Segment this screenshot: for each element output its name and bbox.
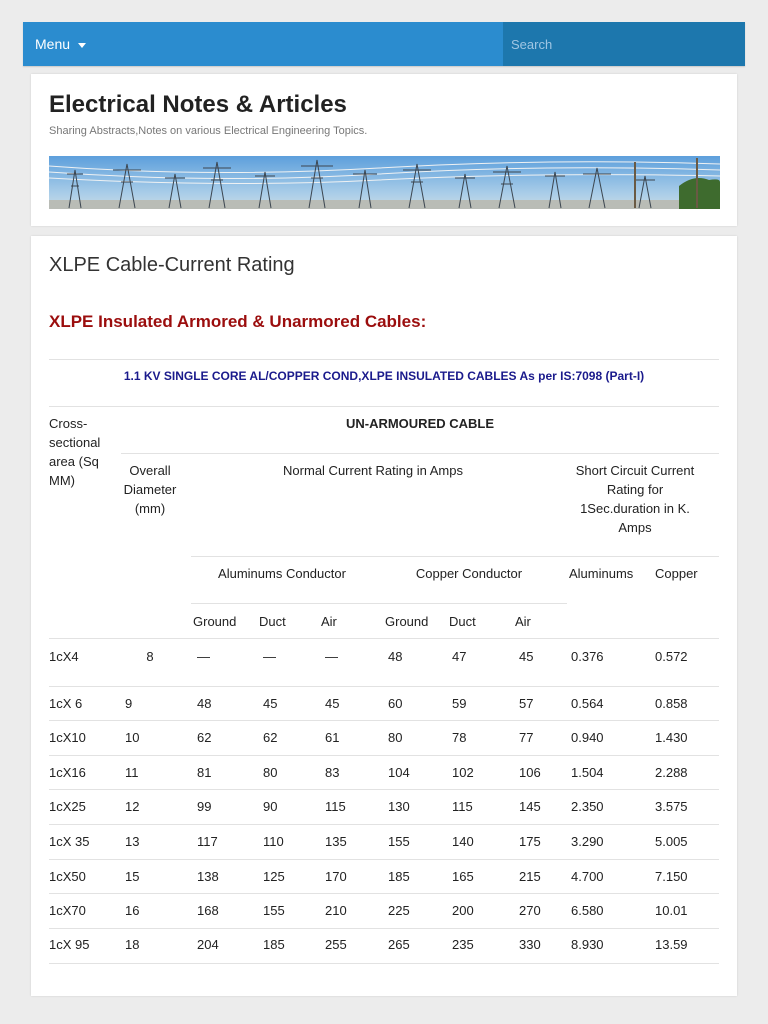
table-cell: 9 <box>125 696 133 711</box>
table-cell: 0.564 <box>571 696 604 711</box>
table-cell: 99 <box>197 799 212 814</box>
top-nav-bar <box>23 22 745 66</box>
table-cell: 210 <box>325 903 347 918</box>
table-cell: 270 <box>519 903 541 918</box>
table-cell: 62 <box>263 730 278 745</box>
table-cell: 130 <box>388 799 410 814</box>
menu-button[interactable] <box>23 22 515 66</box>
divider <box>49 406 719 407</box>
divider <box>49 789 719 790</box>
table-cell: 1cX 95 <box>49 937 90 952</box>
table-cell: 1cX25 <box>49 799 86 814</box>
table-cell: 57 <box>519 696 534 711</box>
divider <box>191 603 567 604</box>
col-header-al-air: Air <box>321 614 337 629</box>
table-cell: 0.376 <box>571 649 604 664</box>
table-cell: 168 <box>197 903 219 918</box>
post-content <box>31 236 737 996</box>
table-cell: — <box>325 649 338 664</box>
table-cell: 1cX50 <box>49 869 86 884</box>
table-cell: — <box>263 649 276 664</box>
table-cell: — <box>197 649 210 664</box>
table-cell: 225 <box>388 903 410 918</box>
col-header-cu-conductor: Copper Conductor <box>415 566 523 581</box>
table-cell: 5.005 <box>655 834 688 849</box>
table-cell: 115 <box>325 799 346 814</box>
table-cell: 6.580 <box>571 903 604 918</box>
table-cell: 140 <box>452 834 474 849</box>
divider <box>49 963 719 964</box>
table-cell: 15 <box>125 869 140 884</box>
divider <box>191 556 719 557</box>
table-cell: 165 <box>452 869 474 884</box>
post-title: XLPE Cable-Current Rating <box>49 254 295 276</box>
table-cell: 1cX 35 <box>49 834 90 849</box>
table-cell: 1cX10 <box>49 730 86 745</box>
table-cell: 102 <box>452 765 474 780</box>
table-cell: 4.700 <box>571 869 604 884</box>
site-subtitle: Sharing Abstracts,Notes on various Electrical Engineering Topics. <box>49 125 368 137</box>
table-cell: 185 <box>263 937 285 952</box>
table-cell: 265 <box>388 937 410 952</box>
table-cell: 175 <box>519 834 541 849</box>
divider <box>49 638 719 639</box>
table-cell: 204 <box>197 937 219 952</box>
col-header-overall-diameter: Overall Diameter (mm) <box>123 463 177 516</box>
col-header-cross-section: Cross-sectional area (Sq MM) <box>49 416 101 488</box>
table-caption: 1.1 KV SINGLE CORE AL/COPPER COND,XLPE INSULATED CABLES As per IS:7098 (Part-I) <box>123 369 645 383</box>
table-cell: 115 <box>452 799 473 814</box>
table-cell: 13 <box>125 834 140 849</box>
section-heading: XLPE Insulated Armored & Unarmored Cables: <box>49 312 427 331</box>
table-cell: 13.59 <box>655 937 688 952</box>
col-header-normal-rating: Normal Current Rating in Amps <box>283 463 463 478</box>
table-cell: 1cX4 <box>49 649 79 664</box>
table-cell: 16 <box>125 903 140 918</box>
col-header-cu-duct: Duct <box>449 614 476 629</box>
table-cell: 106 <box>519 765 541 780</box>
table-cell: 330 <box>519 937 541 952</box>
table-cell: 62 <box>197 730 212 745</box>
table-cell: 60 <box>388 696 403 711</box>
table-cell: 185 <box>388 869 410 884</box>
table-cell: 61 <box>325 730 340 745</box>
divider <box>49 928 719 929</box>
table-cell: 77 <box>519 730 534 745</box>
table-cell: 170 <box>325 869 347 884</box>
table-cell: 1cX 6 <box>49 696 83 711</box>
table-cell: 47 <box>452 649 467 664</box>
table-cell: 7.150 <box>655 869 688 884</box>
table-cell: 80 <box>263 765 278 780</box>
table-cell: 235 <box>452 937 474 952</box>
table-cell: 11 <box>125 765 139 780</box>
table-cell: 48 <box>197 696 212 711</box>
col-header-short-circuit: Short Circuit Current Rating for 1Sec.duration in K. Amps <box>575 463 695 535</box>
table-cell: 2.350 <box>571 799 604 814</box>
table-cell: 1.430 <box>655 730 688 745</box>
divider <box>49 859 719 860</box>
table-cell: 0.940 <box>571 730 604 745</box>
table-cell: 215 <box>519 869 541 884</box>
table-cell: 8.930 <box>571 937 604 952</box>
table-cell: 155 <box>388 834 410 849</box>
table-cell: 12 <box>125 799 140 814</box>
divider <box>49 720 719 721</box>
divider <box>49 824 719 825</box>
table-cell: 80 <box>388 730 403 745</box>
table-cell: 255 <box>325 937 347 952</box>
table-cell: 10.01 <box>655 903 688 918</box>
table-cell: 10 <box>125 730 140 745</box>
col-header-al-duct: Duct <box>259 614 286 629</box>
table-cell: 3.290 <box>571 834 604 849</box>
table-cell: 2.288 <box>655 765 688 780</box>
site-title[interactable]: Electrical Notes & Articles <box>49 91 347 118</box>
divider <box>49 755 719 756</box>
table-cell: 1cX16 <box>49 765 86 780</box>
table-cell: 117 <box>197 834 218 849</box>
col-header-cu-air: Air <box>515 614 531 629</box>
divider <box>49 686 719 687</box>
site-header <box>31 74 737 226</box>
table-cell: 125 <box>263 869 285 884</box>
table-cell: 1.504 <box>571 765 604 780</box>
table-cell: 45 <box>325 696 340 711</box>
col-header-al-ground: Ground <box>193 614 237 629</box>
divider <box>49 359 719 360</box>
table-cell: 8 <box>146 649 154 664</box>
table-cell: 155 <box>263 903 285 918</box>
header-banner-image <box>49 156 720 209</box>
table-cell: 145 <box>519 799 541 814</box>
col-header-group: UN-ARMOURED CABLE <box>345 416 495 431</box>
table-cell: 104 <box>388 765 410 780</box>
table-cell: 45 <box>519 649 534 664</box>
table-cell: 48 <box>388 649 403 664</box>
col-header-sc-aluminums: Aluminums <box>569 566 634 581</box>
table-cell: 18 <box>125 937 140 952</box>
table-cell: 3.575 <box>655 799 688 814</box>
table-cell: 45 <box>263 696 278 711</box>
table-cell: 135 <box>325 834 347 849</box>
table-cell: 0.572 <box>655 649 688 664</box>
table-cell: 1cX70 <box>49 903 86 918</box>
table-cell: 78 <box>452 730 467 745</box>
menu-label: Menu <box>35 36 71 52</box>
table-cell: 59 <box>452 696 467 711</box>
table-cell: 83 <box>325 765 340 780</box>
caret-down-icon <box>78 43 86 48</box>
table-cell: 90 <box>263 799 278 814</box>
col-header-cu-ground: Ground <box>385 614 429 629</box>
table-cell: 138 <box>197 869 219 884</box>
col-header-al-conductor: Aluminums Conductor <box>218 566 346 581</box>
search-input[interactable] <box>503 22 745 66</box>
table-cell: 200 <box>452 903 474 918</box>
table-cell: 81 <box>197 765 212 780</box>
table-cell: 0.858 <box>655 696 688 711</box>
col-header-sc-copper: Copper <box>655 566 698 581</box>
table-cell: 110 <box>263 834 284 849</box>
divider <box>49 893 719 894</box>
divider <box>121 453 719 454</box>
